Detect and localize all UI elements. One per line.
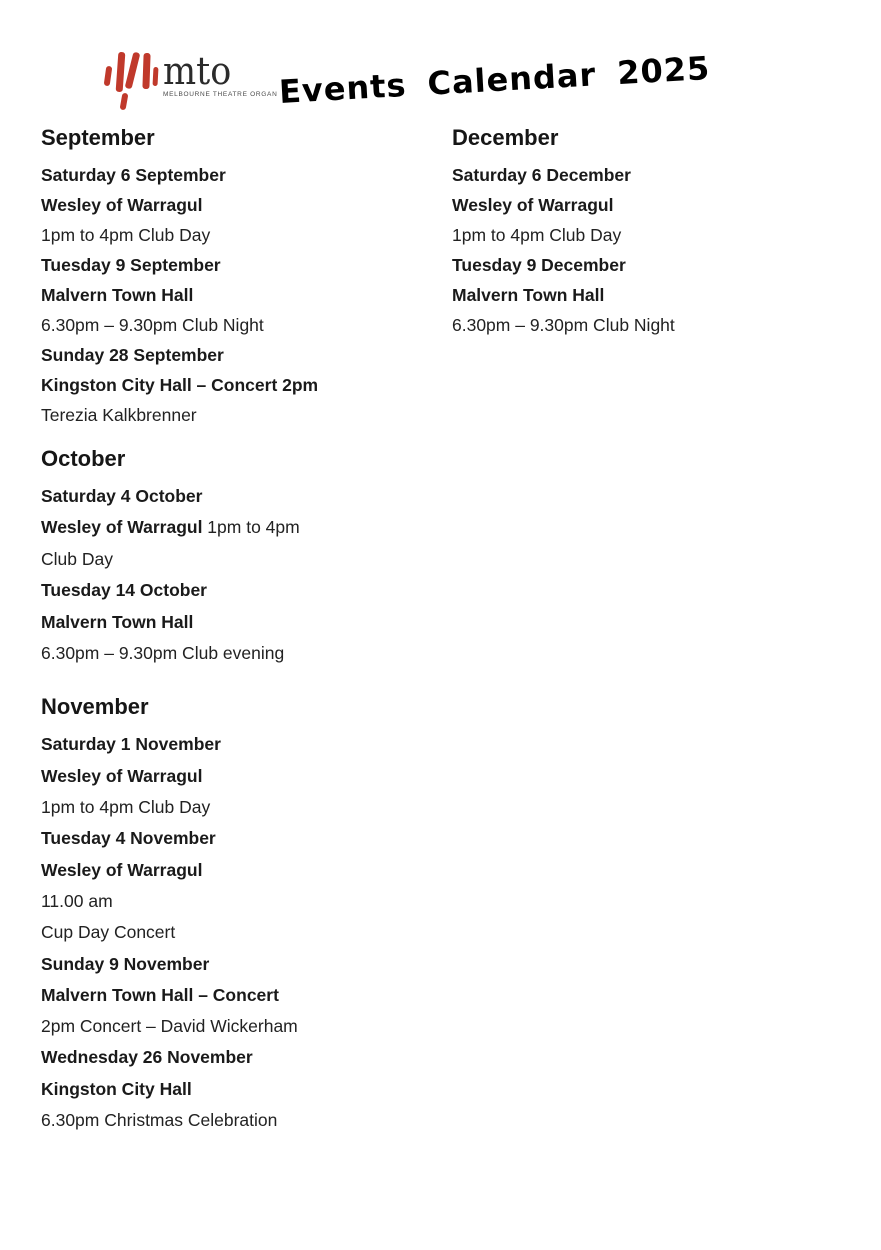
event-line-bold-text: Saturday 4 October xyxy=(41,486,203,506)
event-line xyxy=(41,575,401,606)
mto-logo xyxy=(0,0,320,120)
month-section xyxy=(41,127,401,430)
event-line-text: 6.30pm – 9.30pm Club Night xyxy=(452,315,675,335)
event-line-text: 2pm Concert – David Wickerham xyxy=(41,1016,298,1037)
logo-text xyxy=(163,49,278,98)
event-line xyxy=(452,310,812,340)
event-line xyxy=(41,638,401,669)
event-line xyxy=(41,400,401,430)
event-line-text: 1pm to 4pm Club Day xyxy=(452,225,622,245)
organ-pipes-icon xyxy=(120,93,129,111)
event-line xyxy=(452,190,812,220)
event-line-bold-text: Kingston City Hall – Concert 2pm xyxy=(41,375,319,395)
page-title: Events Calendar 2025 xyxy=(278,48,712,111)
event-line xyxy=(452,280,812,310)
organ-pipes-icon xyxy=(153,67,159,86)
event-line xyxy=(41,190,401,220)
event-line-bold-text: Saturday 6 September xyxy=(41,165,226,185)
event-line-bold-text: Wesley of Warragul xyxy=(41,517,208,538)
event-line-bold-text: Sunday 9 November xyxy=(41,953,210,974)
logo-name: mto xyxy=(163,49,232,93)
event-line xyxy=(41,1105,401,1136)
event-line-bold-text: Kingston City Hall xyxy=(41,1078,192,1099)
event-line-bold-text: Sunday 28 September xyxy=(41,345,224,365)
event-line xyxy=(41,481,401,512)
event-line xyxy=(41,607,401,638)
event-line xyxy=(41,340,401,370)
event-line-bold-text: Tuesday 4 November xyxy=(41,828,216,849)
event-line-text: 1pm to 4pm Club Day xyxy=(41,797,211,818)
event-line xyxy=(41,370,401,400)
organ-pipes-icon xyxy=(125,52,141,90)
event-line xyxy=(41,280,401,310)
event-line-text: 1pm to 4pm Club Day xyxy=(41,225,211,245)
event-line-text: 11.00 am xyxy=(41,890,113,911)
event-line xyxy=(41,855,401,886)
event-line xyxy=(41,220,401,250)
month-section xyxy=(452,127,812,340)
column-left xyxy=(41,127,401,1136)
event-line-bold-text: Malvern Town Hall – Concert xyxy=(41,984,279,1005)
event-line xyxy=(41,1074,401,1105)
event-line xyxy=(41,917,401,948)
event-line xyxy=(41,250,401,280)
event-line xyxy=(452,220,812,250)
event-line xyxy=(41,1011,401,1042)
event-line xyxy=(41,310,401,340)
event-line xyxy=(41,1042,401,1073)
month-section xyxy=(41,696,401,1136)
month-section xyxy=(41,448,401,669)
event-line-bold-text: Saturday 1 November xyxy=(41,734,221,755)
event-line-text: Cup Day Concert xyxy=(41,922,176,943)
event-line-text: 6.30pm – 9.30pm Club Night xyxy=(41,315,264,335)
event-line-text: 6.30pm Christmas Celebration xyxy=(41,1110,278,1130)
event-line-bold-text: Wesley of Warragul xyxy=(41,195,203,215)
event-line xyxy=(41,761,401,792)
event-line-text: 6.30pm – 9.30pm Club evening xyxy=(41,643,285,664)
event-line-bold-text: Malvern Town Hall xyxy=(452,285,605,305)
event-line-bold-text: Wesley of Warragul xyxy=(452,195,614,215)
event-line-bold-text: Malvern Town Hall xyxy=(41,611,194,632)
event-line xyxy=(452,160,812,190)
event-line-bold-text: Wednesday 26 November xyxy=(41,1047,253,1068)
event-line xyxy=(41,544,401,575)
event-line-text: Club Day xyxy=(41,548,113,569)
event-line xyxy=(41,823,401,854)
event-line-text: Terezia Kalkbrenner xyxy=(41,405,197,425)
event-line xyxy=(41,980,401,1011)
event-line xyxy=(41,729,401,760)
month-heading: December xyxy=(452,125,559,150)
event-line xyxy=(41,886,401,917)
organ-pipes-icon xyxy=(142,53,150,89)
event-line-text: 1pm to 4pm xyxy=(207,517,300,538)
logo-subtext: MELBOURNE THEATRE ORGAN xyxy=(163,91,278,98)
event-line xyxy=(41,512,401,543)
month-heading: September xyxy=(41,125,155,150)
organ-pipes-icon xyxy=(104,66,113,87)
organ-pipes-icon xyxy=(116,52,126,92)
event-line xyxy=(41,949,401,980)
event-line-bold-text: Malvern Town Hall xyxy=(41,285,194,305)
month-heading: November xyxy=(41,694,149,720)
event-line-bold-text: Tuesday 14 October xyxy=(41,580,207,601)
month-heading: October xyxy=(41,446,126,471)
event-line-bold-text: Tuesday 9 September xyxy=(41,255,221,275)
event-line xyxy=(452,250,812,280)
event-line-bold-text: Tuesday 9 December xyxy=(452,255,626,275)
event-line xyxy=(41,160,401,190)
event-line-bold-text: Wesley of Warragul xyxy=(41,859,203,880)
event-line-bold-text: Wesley of Warragul xyxy=(41,765,203,786)
event-line xyxy=(41,792,401,823)
column-right xyxy=(452,127,812,340)
event-line-bold-text: Saturday 6 December xyxy=(452,165,631,185)
